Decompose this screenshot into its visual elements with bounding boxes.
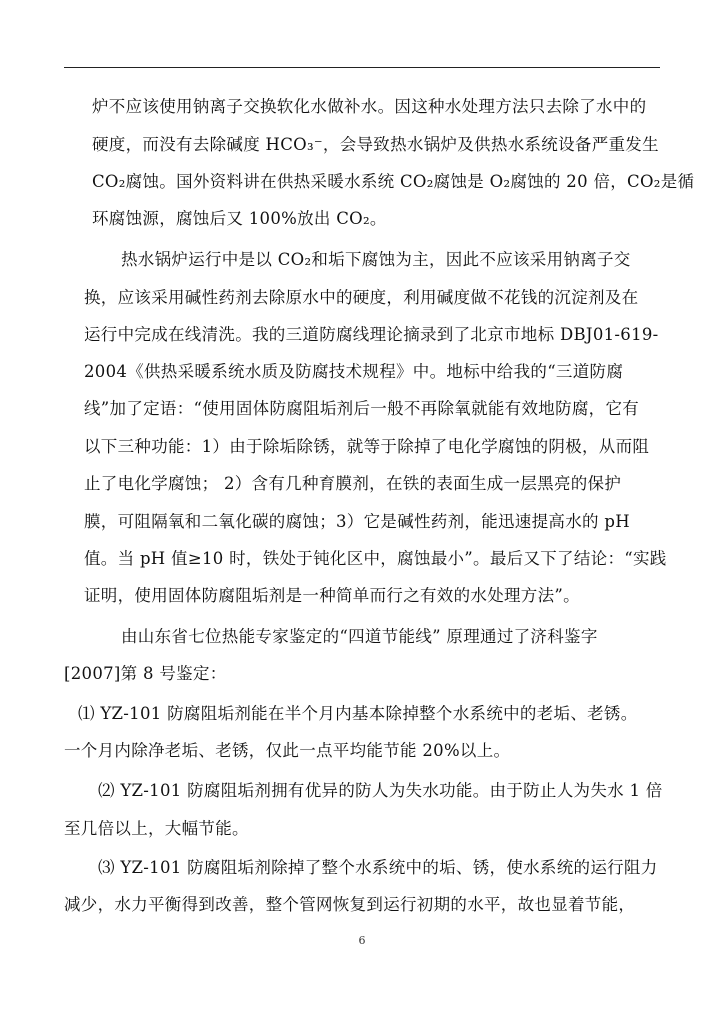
- body-line-4: 环腐蚀源，腐蚀后又 100%放出 CO₂。: [92, 209, 387, 228]
- body-line-8: 2004《供热采暖系统水质及防腐技术规程》中。地标中给我的“三道防腐: [84, 362, 624, 381]
- body-line-10: 以下三种功能：1）由于除垢除锈，就等于除掉了电化学腐蚀的阴极，从而阻: [84, 437, 650, 456]
- body-line-12: 膜，可阻隔氧和二氧化碳的腐蚀；3）它是碱性药剂，能迅速提高水的 pH: [84, 512, 630, 531]
- page-number: 6: [358, 934, 366, 947]
- body-line-20: 至几倍以上，大幅节能。: [64, 819, 249, 838]
- body-line-14: 证明，使用固体防腐阻垢剂是一种简单而行之有效的水处理方法”。: [84, 586, 580, 605]
- body-line-18: 一个月内除净老垢、老锈，仅此一点平均能节能 20%以上。: [64, 741, 511, 760]
- body-line-19: ⑵ YZ-101 防腐阻垢剂拥有优异的防人为失水功能。由于防止人为失水 1 倍: [98, 781, 663, 800]
- body-line-7: 运行中完成在线清洗。我的三道防腐线理论摘录到了北京市地标 DBJ01-619-: [84, 325, 659, 344]
- body-line-13: 值。当 pH 值≥10 时，铁处于钝化区中，腐蚀最小”。最后又下了结论：“实践: [84, 549, 667, 568]
- body-line-1: 炉不应该使用钠离子交换软化水做补水。因这种水处理方法只去除了水中的: [92, 97, 647, 116]
- body-line-2: 硬度，而没有去除碱度 HCO₃⁻，会导致热水锅炉及供热水系统设备严重发生: [92, 135, 659, 154]
- header-rule: [64, 67, 660, 68]
- body-line-15: 由山东省七位热能专家鉴定的“四道节能线” 原理通过了济科鉴字: [121, 627, 598, 646]
- body-line-22: 减少，水力平衡得到改善，整个管网恢复到运行初期的水平，故也显着节能，: [64, 895, 636, 914]
- body-line-16: [2007]第 8 号鉴定：: [64, 664, 227, 683]
- body-line-3: CO₂腐蚀。国外资料讲在供热采暖水系统 CO₂腐蚀是 O₂腐蚀的 20 倍，CO₂是循: [92, 172, 695, 191]
- body-line-6: 换，应该采用碱性药剂去除原水中的硬度，利用碱度做不花钱的沉淀剂及在: [84, 288, 639, 307]
- body-line-9: 线”加了定语：“使用固体防腐阻垢剂后一般不再除氧就能有效地防腐，它有: [84, 399, 640, 418]
- body-line-17: ⑴ YZ-101 防腐阻垢剂能在半个月内基本除掉整个水系统中的老垢、老锈。: [78, 704, 638, 723]
- body-line-21: ⑶ YZ-101 防腐阻垢剂除掉了整个水系统中的垢、锈，使水系统的运行阻力: [98, 858, 658, 877]
- body-line-5: 热水锅炉运行中是以 CO₂和垢下腐蚀为主，因此不应该采用钠离子交: [121, 250, 631, 269]
- body-line-11: 止了电化学腐蚀； 2）含有几种育膜剂，在铁的表面生成一层黑亮的保护: [84, 474, 622, 493]
